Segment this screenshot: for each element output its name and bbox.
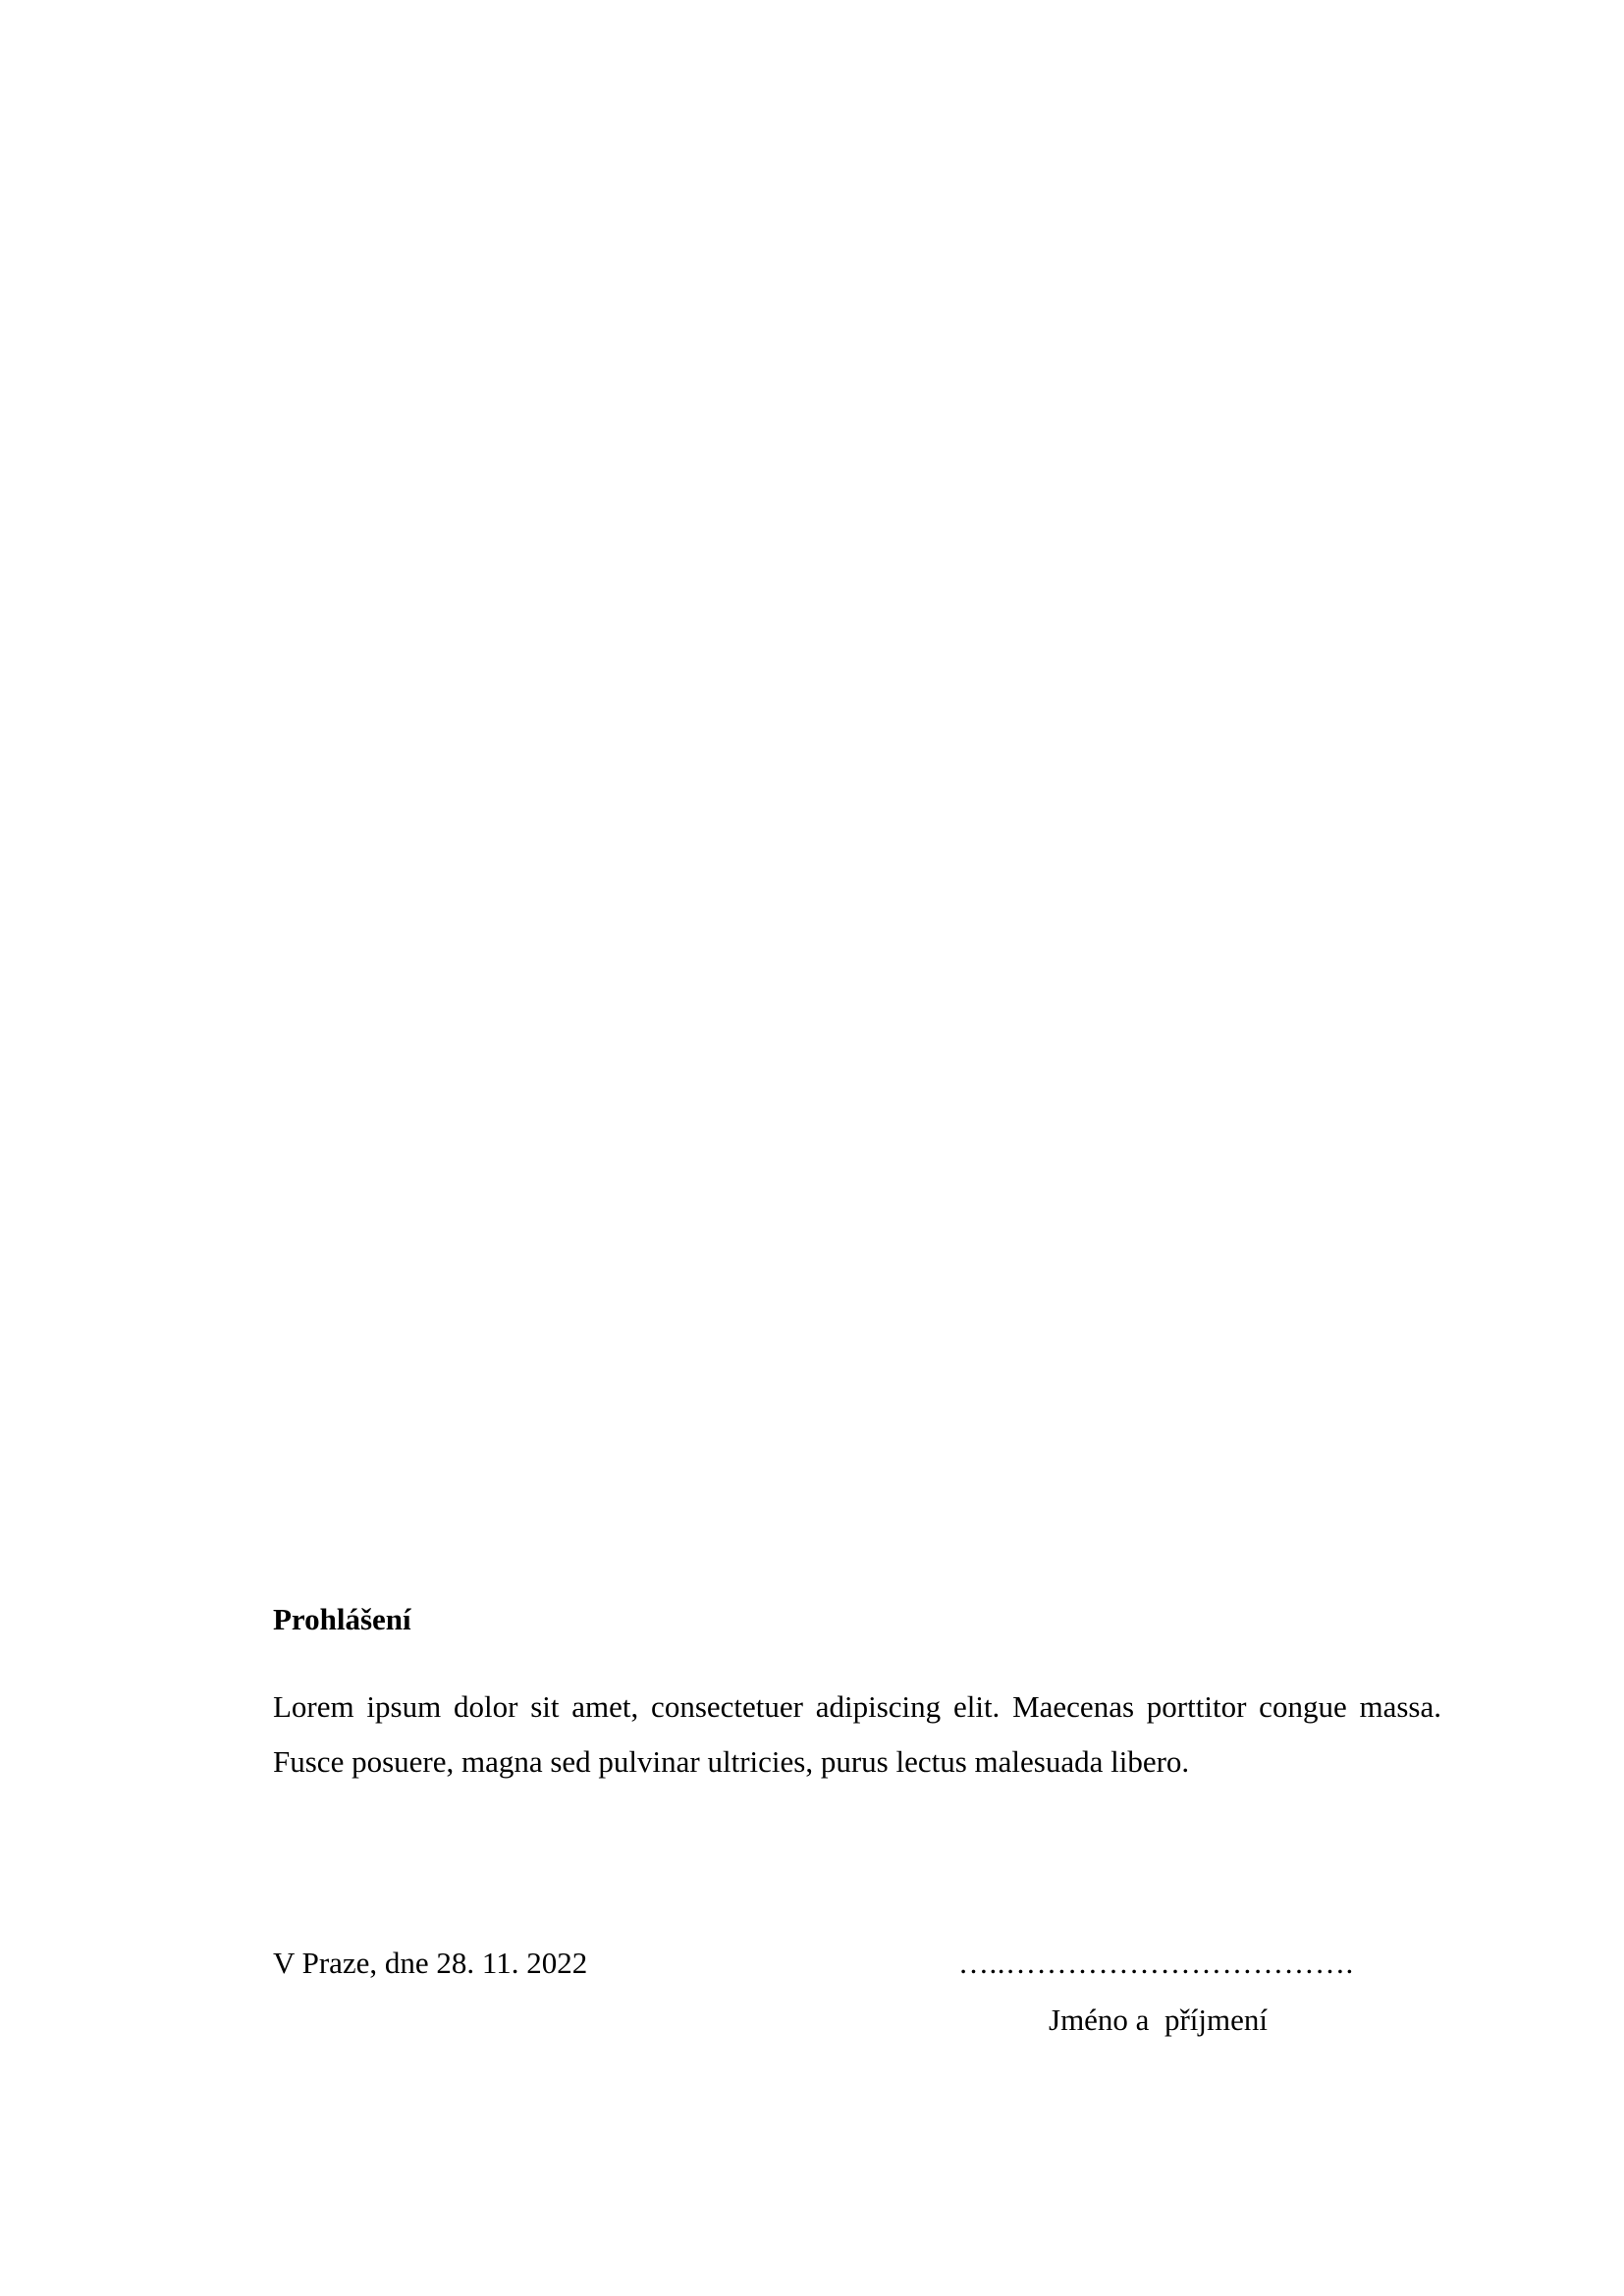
declaration-body: Lorem ipsum dolor sit amet, consectetuer adipiscing elit. Maecenas porttitor congue massa. Fusce posuere, magna sed pulvinar ultricies, purus lectus malesuada libero. <box>273 1689 1441 1779</box>
signature-caption: Jméno a příjmení <box>1049 2002 1268 2037</box>
declaration-heading: Prohlášení <box>273 1602 411 1636</box>
place-and-date: V Praze, dne 28. 11. 2022 <box>273 1946 588 1980</box>
signature-line: …..……………………………. <box>958 1946 1354 1980</box>
